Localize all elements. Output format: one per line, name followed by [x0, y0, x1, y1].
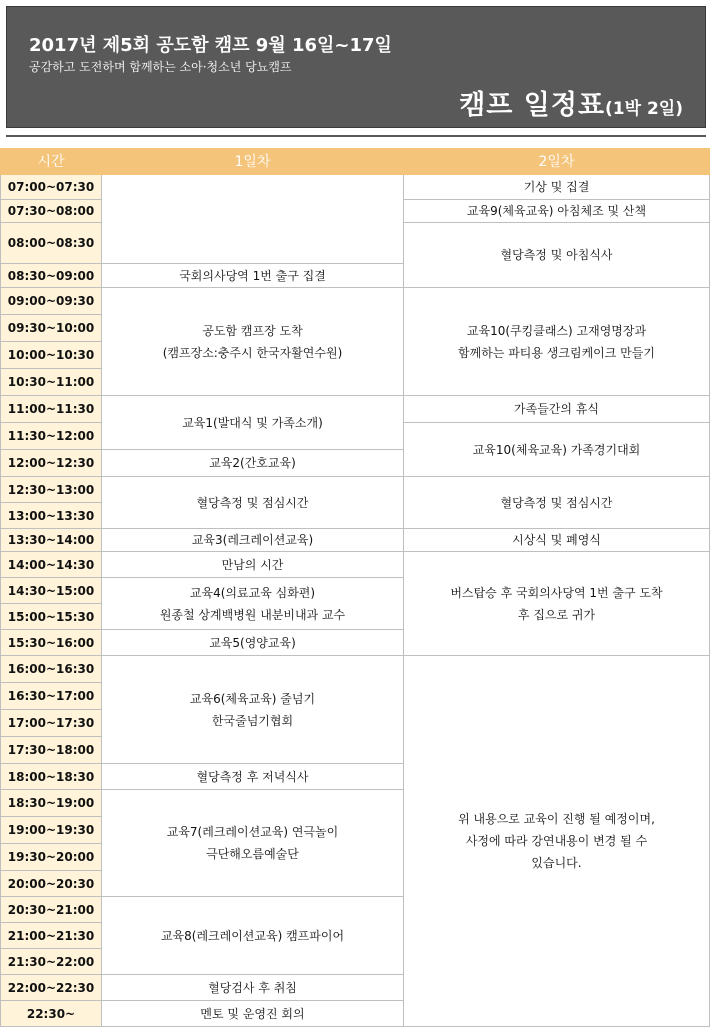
table-row	[1, 288, 710, 315]
time-slot: 10:30~11:00	[1, 369, 102, 396]
schedule-table	[0, 148, 710, 1027]
day2-event: 교육9(체육교육) 아침체조 및 산책	[404, 200, 710, 223]
day2-event: 교육10(체육교육) 가족경기대회	[404, 423, 710, 477]
schedule-title: 캠프 일정표	[459, 90, 606, 121]
time-slot: 21:30~22:00	[1, 949, 102, 975]
day1-event: 교육2(간호교육)	[102, 450, 404, 477]
table-row	[1, 552, 710, 578]
time-slot: 07:30~08:00	[1, 200, 102, 223]
table-header-row	[1, 149, 710, 175]
day1-event	[102, 288, 404, 396]
event-line: 있습니다.	[531, 856, 582, 870]
time-slot: 22:30~	[1, 1001, 102, 1027]
time-slot: 13:30~14:00	[1, 529, 102, 552]
day1-event: 교육8(레크레이션교육) 캠프파이어	[102, 897, 404, 975]
time-slot: 20:30~21:00	[1, 897, 102, 923]
event-line: 교육6(체육교육) 줄넘기	[189, 691, 316, 706]
event-line: 위 내용으로 교육이 진행 될 예정이며,	[458, 812, 655, 826]
day2-event: 혈당측정 및 점심시간	[404, 477, 710, 529]
day2-event: 기상 및 집결	[404, 175, 710, 200]
time-slot: 12:30~13:00	[1, 477, 102, 503]
time-slot: 16:00~16:30	[1, 656, 102, 683]
day1-event: 멘토 및 운영진 회의	[102, 1001, 404, 1027]
time-slot: 19:30~20:00	[1, 844, 102, 871]
time-slot: 08:00~08:30	[1, 223, 102, 264]
time-slot: 08:30~09:00	[1, 264, 102, 288]
column-header-day2: 2일차	[404, 149, 710, 175]
table-row	[1, 477, 710, 503]
event-line: 공도함 캠프장 도착	[202, 323, 303, 338]
time-slot: 10:00~10:30	[1, 342, 102, 369]
time-slot: 13:00~13:30	[1, 503, 102, 529]
time-slot: 18:30~19:00	[1, 790, 102, 817]
event-line: 한국줄넘기협회	[211, 713, 294, 728]
time-slot: 16:30~17:00	[1, 683, 102, 710]
day2-event: 가족들간의 휴식	[404, 396, 710, 423]
day1-event	[102, 656, 404, 764]
header-banner	[6, 6, 706, 128]
schedule-heading	[459, 83, 683, 122]
day1-empty-slot	[102, 175, 404, 264]
time-slot: 20:00~20:30	[1, 871, 102, 897]
time-slot: 11:00~11:30	[1, 396, 102, 423]
table-row	[1, 529, 710, 552]
time-slot: 11:30~12:00	[1, 423, 102, 450]
time-slot: 09:00~09:30	[1, 288, 102, 315]
time-slot: 17:00~17:30	[1, 710, 102, 737]
column-header-time: 시간	[1, 149, 102, 175]
day2-event	[404, 552, 710, 656]
event-line: 극단해오름예술단	[206, 847, 299, 861]
table-row	[1, 656, 710, 683]
camp-subtitle: 공감하고 도전하며 함께하는 소아·청소년 당뇨캠프	[29, 60, 292, 74]
event-line: 원종철 상계백병원 내분비내과 교수	[159, 607, 346, 622]
event-line: 교육7(레크레이션교육) 연극놀이	[166, 825, 339, 839]
time-slot: 22:00~22:30	[1, 975, 102, 1001]
day1-event	[102, 578, 404, 630]
day1-event: 혈당측정 및 점심시간	[102, 477, 404, 529]
time-slot: 12:00~12:30	[1, 450, 102, 477]
time-slot: 18:00~18:30	[1, 764, 102, 790]
table-row	[1, 396, 710, 423]
time-slot: 09:30~10:00	[1, 315, 102, 342]
time-slot: 19:00~19:30	[1, 817, 102, 844]
day1-event: 교육3(레크레이션교육)	[102, 529, 404, 552]
time-slot: 21:00~21:30	[1, 923, 102, 949]
time-slot: 15:30~16:00	[1, 630, 102, 656]
schedule-duration: (1박 2일)	[605, 99, 683, 119]
time-slot: 14:00~14:30	[1, 552, 102, 578]
time-slot: 14:30~15:00	[1, 578, 102, 604]
event-line: 교육10(쿠킹클래스) 고재영명장과	[466, 323, 647, 338]
event-line: 교육4(의료교육 심화편)	[189, 585, 316, 600]
time-slot: 15:00~15:30	[1, 604, 102, 630]
event-line: (캠프장소:충주시 한국자활연수원)	[162, 345, 343, 360]
time-slot: 17:30~18:00	[1, 737, 102, 764]
day1-event: 혈당측정 후 저녁식사	[102, 764, 404, 790]
day2-notice	[404, 656, 710, 1027]
day2-event: 혈당측정 및 아침식사	[404, 223, 710, 288]
day2-event: 시상식 및 폐영식	[404, 529, 710, 552]
event-line: 버스탑승 후 국회의사당역 1번 출구 도착	[450, 585, 663, 600]
table-row	[1, 175, 710, 200]
day1-event: 교육1(발대식 및 가족소개)	[102, 396, 404, 450]
day1-event: 국회의사당역 1번 출구 집결	[102, 264, 404, 288]
time-slot: 07:00~07:30	[1, 175, 102, 200]
event-line: 함께하는 파티용 생크림케이크 만들기	[458, 345, 655, 360]
day1-event: 혈당검사 후 취침	[102, 975, 404, 1001]
event-line: 후 집으로 귀가	[517, 607, 596, 622]
day1-event: 만남의 시간	[102, 552, 404, 578]
day1-event	[102, 790, 404, 897]
day1-event: 교육5(영양교육)	[102, 630, 404, 656]
camp-title: 2017년 제5회 공도함 캠프 9월 16일~17일	[29, 35, 392, 56]
event-line: 사정에 따라 강연내용이 변경 될 수	[465, 834, 648, 848]
day2-event	[404, 288, 710, 396]
header-divider	[6, 135, 706, 137]
column-header-day1: 1일차	[102, 149, 404, 175]
